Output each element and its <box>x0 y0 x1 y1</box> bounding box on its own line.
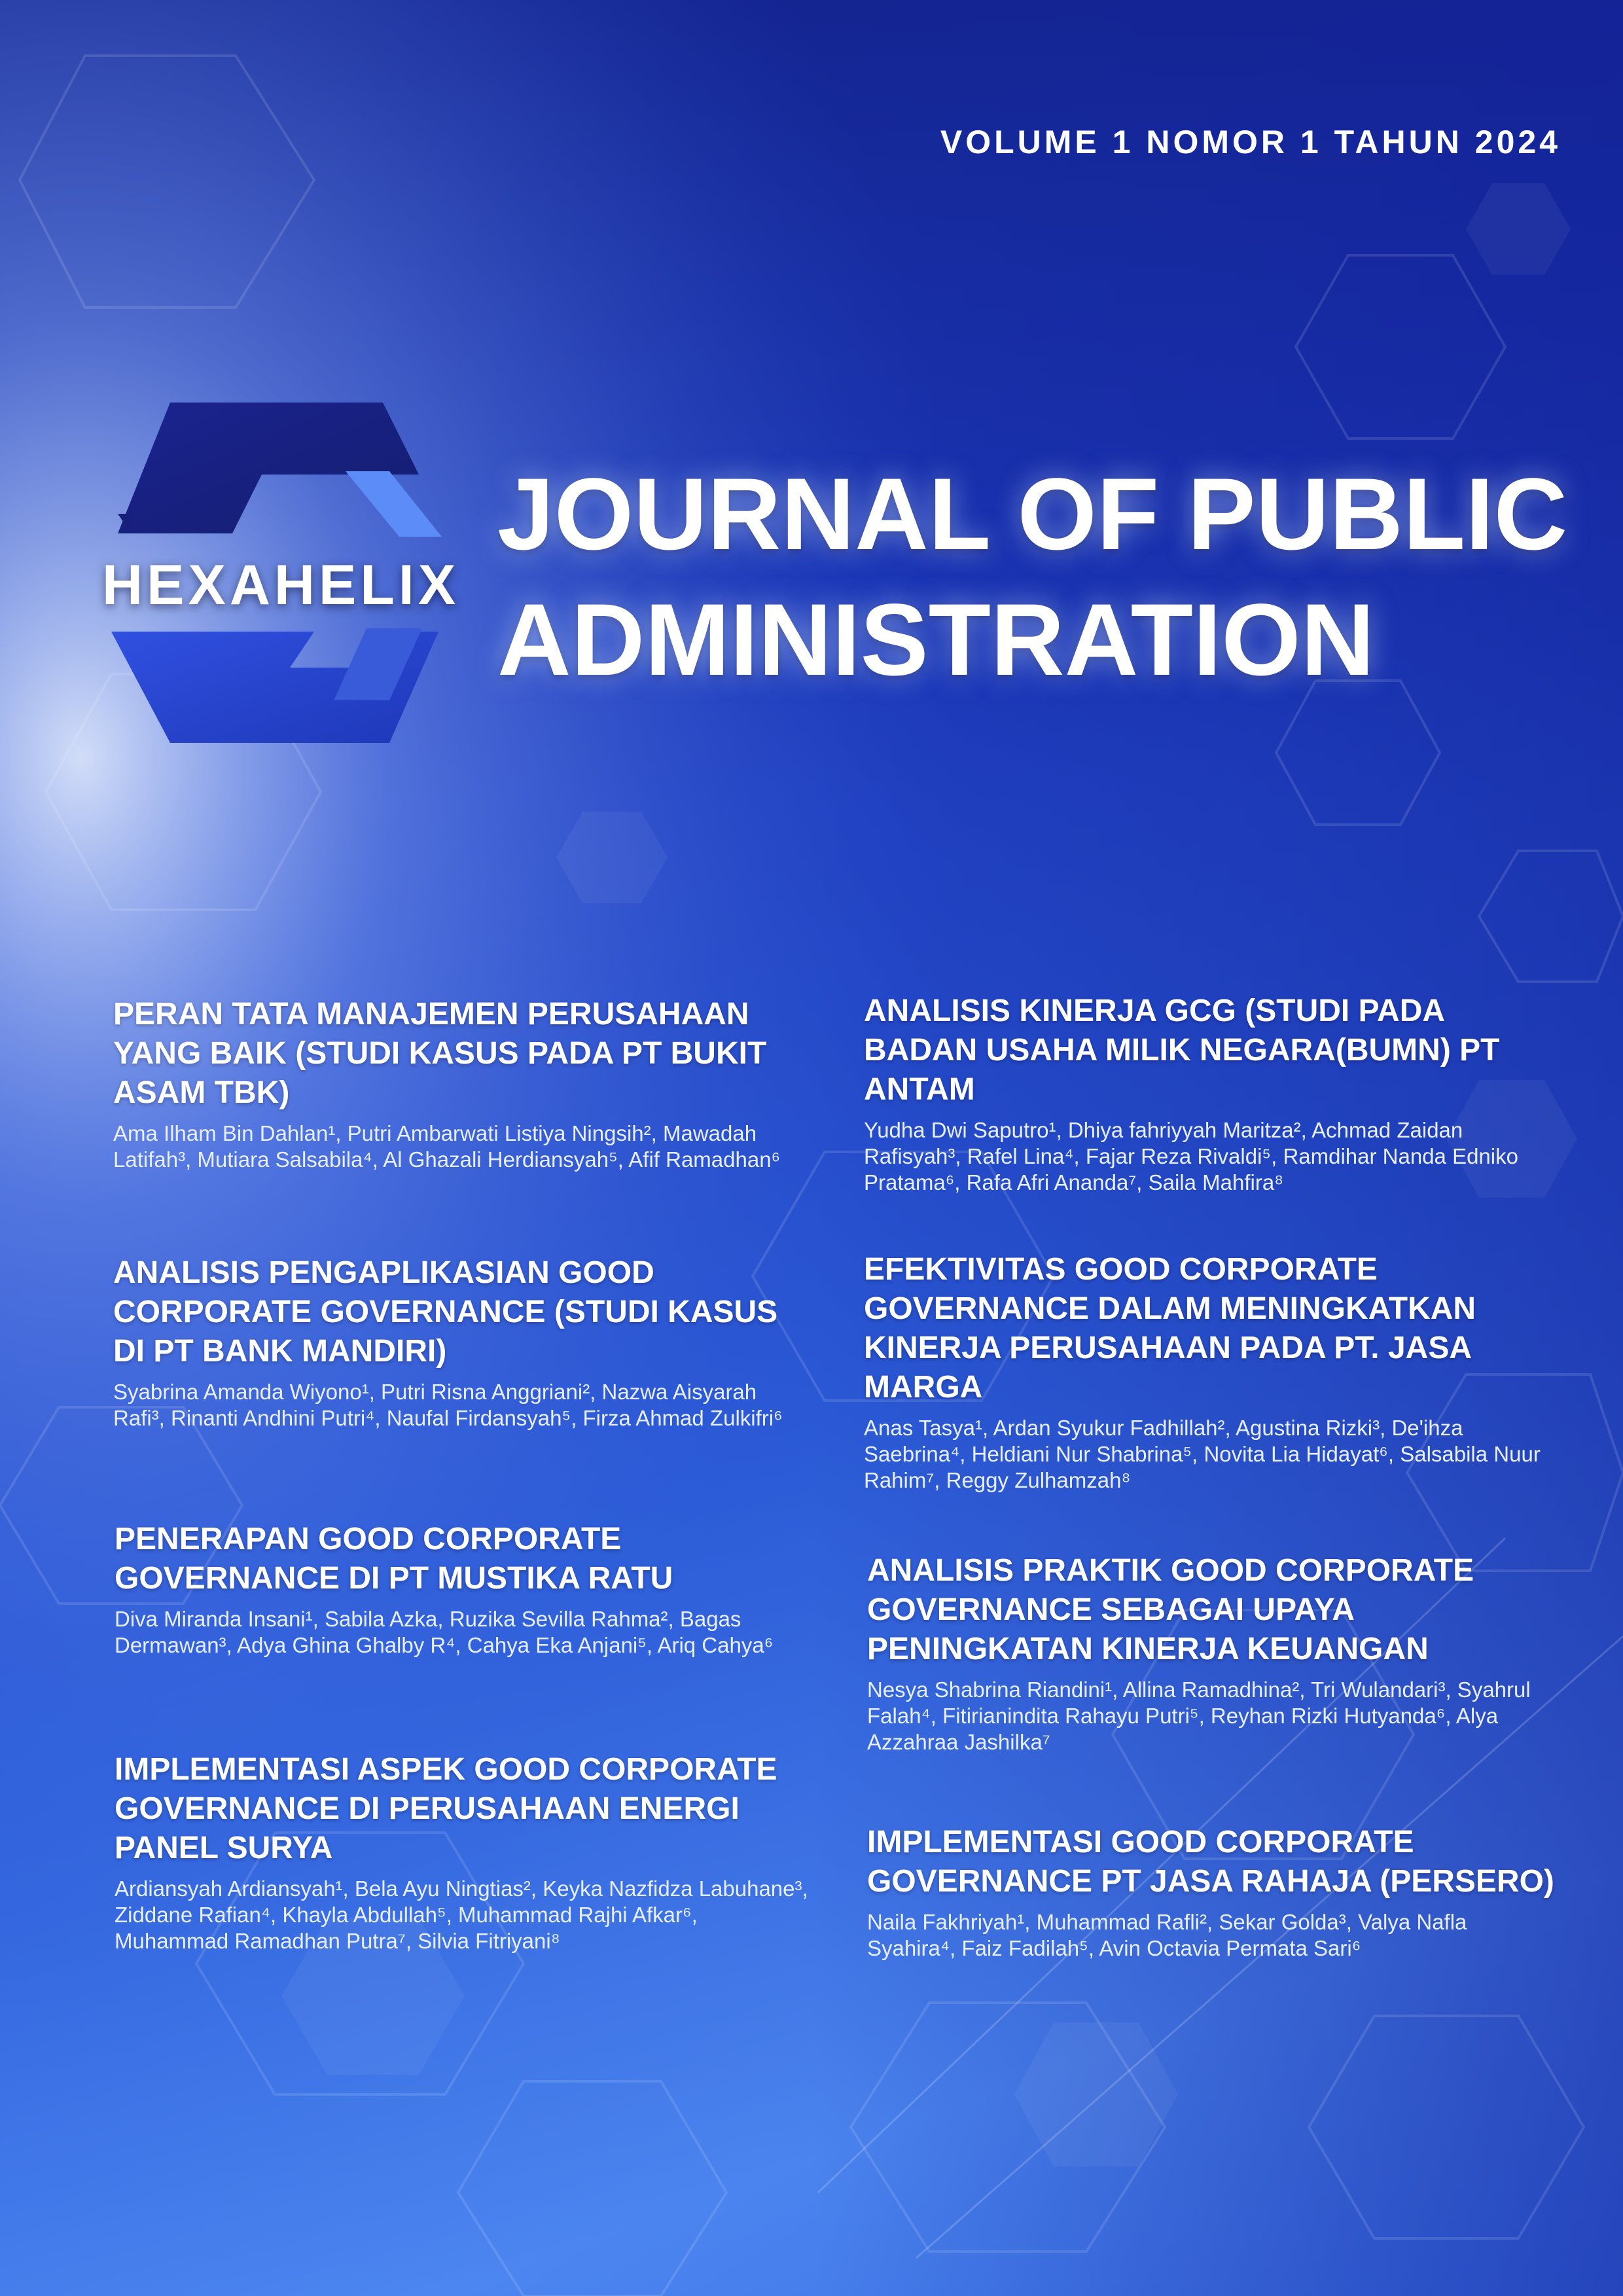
article-authors: Diva Miranda Insani¹, Sabila Azka, Ruzika Sevilla Rahma², Bagas Dermawan³, Adya Ghina Ghalby R⁴, Cahya Eka Anjani⁵, Ariq Cahya⁶ <box>115 1607 774 1657</box>
journal-title-line-2: ADMINISTRATION <box>497 583 1375 697</box>
article-authors: Syabrina Amanda Wiyono¹, Putri Risna Anggriani², Nazwa Aisyarah Rafi³, Rinanti Andhini Putri⁴, Naufal Firdansyah⁵, Firza Ahmad Zulkifri⁶ <box>113 1380 783 1430</box>
article-authors: Naila Fakhriyah¹, Muhammad Rafli², Sekar Golda³, Valya Nafla Syahira⁴, Faiz Fadilah⁵, Avin Octavia Permata Sari⁶ <box>867 1910 1467 1960</box>
article-authors: Ama Ilham Bin Dahlan¹, Putri Ambarwati Listiya Ningsih², Mawadah Latifah³, Mutiara Salsabila⁴, Al Ghazali Herdiansyah⁵, Afif Ramadhan⁶ <box>113 1121 781 1172</box>
logo-wordmark: HEXAHELIX <box>102 554 460 617</box>
article-title: PERAN TATA MANAJEMEN PERUSAHAAN YANG BAIK (STUDI KASUS PADA PT BUKIT ASAM TBK) <box>113 997 767 1110</box>
article-title: ANALISIS PRAKTIK GOOD CORPORATE GOVERNANCE SEBAGAI UPAYA PENINGKATAN KINERJA KEUANGAN <box>867 1553 1474 1666</box>
article-authors: Yudha Dwi Saputro¹, Dhiya fahriyyah Maritza², Achmad Zaidan Rafisyah³, Rafel Lina⁴, Fajar Reza Rivaldi⁵, Ramdihar Nanda Edniko Pratama⁶, Rafa Afri Ananda⁷, Saila Mahfira⁸ <box>864 1118 1518 1194</box>
article-entry <box>867 1823 1561 1962</box>
article-authors: Ardiansyah Ardiansyah¹, Bela Ayu Ningtias², Keyka Nazfidza Labuhane³, Ziddane Rafian⁴, Khayla Abdullah⁵, Muhammad Rajhi Afkar⁶, Muhammad Ramadhan Putra⁷, Silvia Fitriyani⁸ <box>115 1876 808 1953</box>
article-entry <box>113 995 807 1173</box>
article-entry <box>867 1551 1561 1755</box>
volume-issue-label: VOLUME 1 NOMOR 1 TAHUN 2024 <box>940 124 1561 160</box>
article-entry <box>113 1253 807 1431</box>
article-title: ANALISIS KINERJA GCG (STUDI PADA BADAN USAHA MILIK NEGARA(BUMN) PT ANTAM <box>864 994 1500 1107</box>
article-title: ANALISIS PENGAPLIKASIAN GOOD CORPORATE GOVERNANCE (STUDI KASUS DI PT BANK MANDIRI) <box>113 1255 778 1369</box>
article-entry <box>115 1520 808 1659</box>
article-authors: Nesya Shabrina Riandini¹, Allina Ramadhina², Tri Wulandari³, Syahrul Falah⁴, Fitirianindita Rahayu Putri⁵, Reyhan Rizki Hutyanda⁶, Alya Azzahraa Jashilka⁷ <box>867 1677 1531 1754</box>
article-entry <box>115 1750 808 1954</box>
article-title: IMPLEMENTASI ASPEK GOOD CORPORATE GOVERNANCE DI PERUSAHAAN ENERGI PANEL SURYA <box>115 1752 777 1865</box>
journal-title <box>497 452 1567 703</box>
article-entry <box>864 1250 1558 1494</box>
article-title: IMPLEMENTASI GOOD CORPORATE GOVERNANCE PT JASA RAHAJA (PERSERO) <box>867 1825 1554 1899</box>
article-title: PENERAPAN GOOD CORPORATE GOVERNANCE DI PT MUSTIKA RATU <box>115 1522 673 1596</box>
article-authors: Anas Tasya¹, Ardan Syukur Fadhillah², Agustina Rizki³, De'ihza Saebrina⁴, Heldiani Nur Shabrina⁵, Novita Lia Hidayat⁶, Salsabila Nuur Rahim⁷, Reggy Zulhamzah⁸ <box>864 1416 1541 1492</box>
article-title: EFEKTIVITAS GOOD CORPORATE GOVERNANCE DALAM MENINGKATKAN KINERJA PERUSAHAAN PADA PT. JASA MARGA <box>864 1252 1476 1405</box>
article-entry <box>864 992 1558 1196</box>
journal-title-line-1: JOURNAL OF PUBLIC <box>497 457 1568 571</box>
